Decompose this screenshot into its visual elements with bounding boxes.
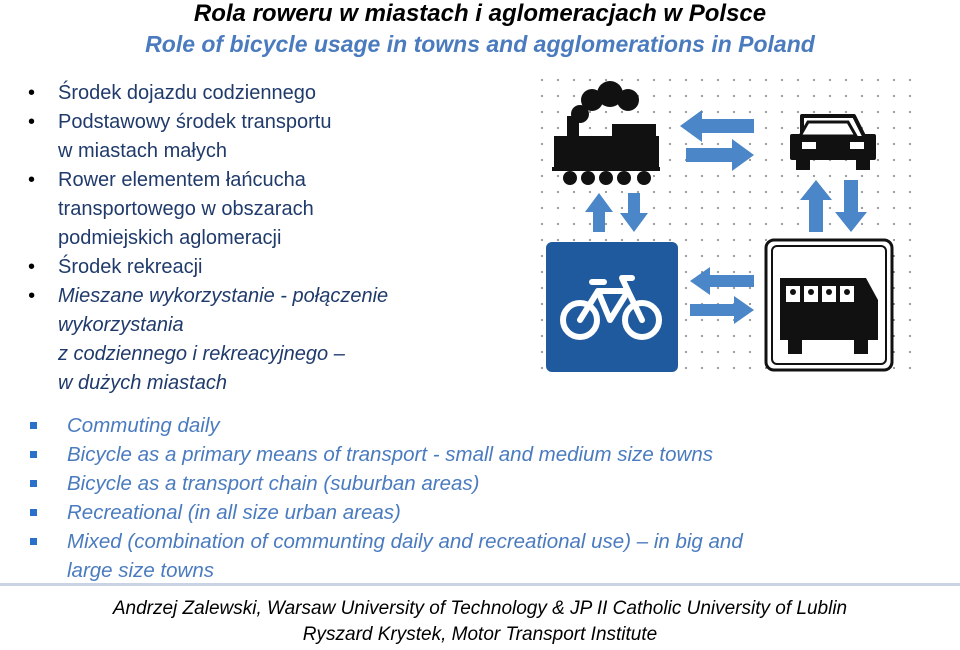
polish-item-3-cont-1: transportowego w obszarach xyxy=(58,198,314,220)
polish-bullet-list xyxy=(28,79,548,398)
english-item-5: Mixed (combination of communting daily and recreational use) – in big and xyxy=(28,527,928,556)
english-item-4: Recreational (in all size urban areas) xyxy=(28,498,928,527)
polish-item-5-cont-1: wykorzystania xyxy=(58,314,184,336)
polish-item-4: • Środek rekreacji xyxy=(28,253,548,282)
bicycle-sign-icon xyxy=(546,242,678,372)
polish-item-5: • Mieszane wykorzystanie - połączenie xyxy=(28,282,548,311)
polish-item-2: • Podstawowy środek transportu xyxy=(28,108,548,137)
english-bullet-list xyxy=(28,411,928,585)
slide-title: Rola roweru w miastach i aglomeracjach w Polsce xyxy=(193,0,767,27)
footer-authors-line-1: Andrzej Zalewski, Warsaw University of Technology & JP II Catholic University of Lublin xyxy=(112,598,848,619)
polish-item-5-cont-2: z codziennego i rekreacyjnego – xyxy=(58,343,345,365)
english-item-1: Commuting daily xyxy=(28,411,928,440)
english-item-2: Bicycle as a primary means of transport - small and medium size towns xyxy=(28,440,928,469)
bus-icon xyxy=(766,240,892,370)
polish-item-5-cont-3: w dużych miastach xyxy=(58,372,227,394)
polish-item-3-cont-2: podmiejskich aglomeracji xyxy=(58,227,282,249)
transport-illustration xyxy=(540,78,912,380)
footer-authors-line-2: Ryszard Krystek, Motor Transport Institute xyxy=(302,624,658,645)
polish-item-3: • Rower elementem łańcucha xyxy=(28,166,548,195)
polish-item-2-cont: w miastach małych xyxy=(58,140,227,162)
slide-subtitle: Role of bicycle usage in towns and agglomerations in Poland xyxy=(145,31,815,57)
footer-divider xyxy=(0,583,960,586)
english-item-5-cont: large size towns xyxy=(67,559,214,582)
english-item-3: Bicycle as a transport chain (suburban areas) xyxy=(28,469,928,498)
polish-item-1: • Środek dojazdu codziennego xyxy=(28,79,548,108)
